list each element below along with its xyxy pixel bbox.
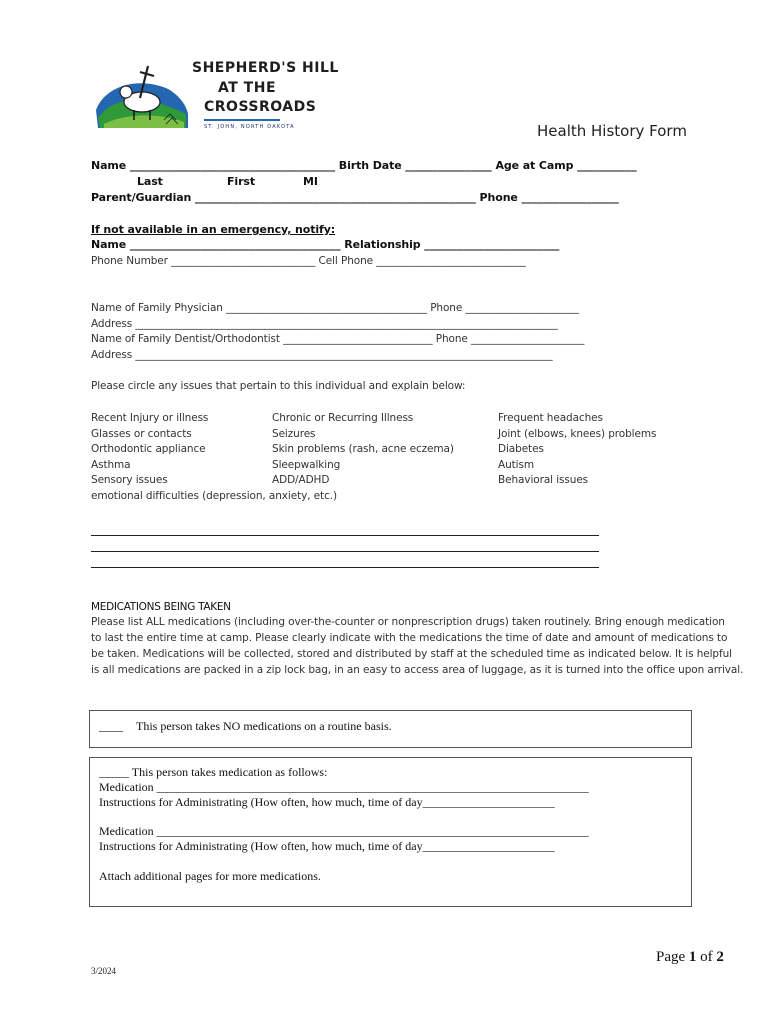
medications-list-box	[89, 757, 692, 907]
issue-item[interactable]: ADD/ADHD	[272, 474, 330, 487]
page-total: 2	[716, 949, 724, 965]
no-medications-text: This person takes NO medications on a routine basis.	[136, 719, 392, 733]
no-medications-box	[89, 710, 692, 748]
issue-item[interactable]: Sleepwalking	[272, 458, 341, 471]
issue-item[interactable]: Frequent headaches	[498, 412, 603, 424]
paragraph-line: Please list ALL medications (including over-the-counter or nonprescription drugs) taken routinely. Bring enough medication	[91, 616, 725, 628]
instructions-field-2[interactable]: Instructions for Administrating (How often, how much, time of day______________________	[99, 839, 555, 853]
medications-paragraph	[91, 616, 743, 680]
name-sublabel-last: Last	[137, 175, 163, 188]
page-label: Page	[656, 949, 686, 965]
issues-instruction: Please circle any issues that pertain to this individual and explain below:	[91, 380, 466, 392]
issue-item[interactable]: Sensory issues	[91, 474, 168, 487]
paragraph-line: is all medications are packed in a zip lock bag, in an easy to access area of luggage, as it is turned into the office upon arrival.	[91, 664, 744, 676]
issue-item[interactable]: Asthma	[91, 458, 131, 471]
medications-heading: MEDICATIONS BEING TAKEN	[91, 601, 231, 613]
parent-guardian-phone-line[interactable]: Parent/Guardian ____________________________________________________ Phone __________________	[91, 191, 619, 204]
explanation-line[interactable]	[91, 551, 599, 552]
emergency-name-relationship-line[interactable]: Name _______________________________________ Relationship _________________________	[91, 238, 560, 251]
form-title: Health History Form	[537, 122, 687, 140]
revision-date: 3/2024	[91, 966, 117, 976]
logo-line-3: CROSSROADS	[204, 99, 317, 115]
emergency-heading: If not available in an emergency, notify:	[91, 223, 336, 236]
page-number	[656, 949, 724, 966]
issues-column-2	[272, 412, 454, 490]
issue-item[interactable]: emotional difficulties (depression, anxiety, etc.)	[91, 489, 337, 502]
logo-underline	[204, 119, 280, 121]
dentist-phone-line[interactable]: Name of Family Dentist/Orthodontist _____________________________ Phone ______________________	[91, 333, 585, 345]
issue-item[interactable]: Glasses or contacts	[91, 427, 192, 440]
medication-field-2[interactable]: Medication ________________________________________________________________________	[99, 824, 589, 838]
dentist-address-line[interactable]: Address _________________________________________________________________________________	[91, 349, 553, 361]
issues-column-3	[498, 412, 656, 490]
issue-item[interactable]: Autism	[498, 458, 534, 471]
explanation-line[interactable]	[91, 535, 599, 536]
logo-tagline: ST. JOHN, NORTH DAKOTA	[204, 124, 295, 130]
medication-field-1[interactable]: Medication ________________________________________________________________________	[99, 780, 589, 794]
issue-item[interactable]: Chronic or Recurring Illness	[272, 412, 414, 424]
paragraph-line: to last the entire time at camp. Please clearly indicate with the medications the time of date and amount of medications to	[91, 632, 728, 644]
emergency-phone-line[interactable]: Phone Number ____________________________ Cell Phone _____________________________	[91, 255, 526, 267]
no-medications-checkbox-blank[interactable]: ____	[99, 719, 123, 733]
lamb-cross-emblem-icon	[94, 58, 194, 130]
page-of-label: of	[700, 949, 713, 965]
issue-item[interactable]: Recent Injury or illness	[91, 412, 209, 424]
issue-item[interactable]: Joint (elbows, knees) problems	[498, 427, 657, 440]
issue-item[interactable]: Diabetes	[498, 443, 544, 456]
page-current: 1	[688, 949, 697, 965]
explanation-line[interactable]	[91, 567, 599, 568]
instructions-field-1[interactable]: Instructions for Administrating (How often, how much, time of day______________________	[99, 795, 555, 809]
takes-medications-lead[interactable]: _____ This person takes medication as follows:	[99, 765, 328, 779]
camp-logo	[94, 58, 339, 133]
paragraph-line: be taken. Medications will be collected, stored and distributed by staff at the scheduled time as indicated below. It is helpful	[91, 648, 732, 660]
physician-phone-line[interactable]: Name of Family Physician _______________________________________ Phone ______________________	[91, 302, 579, 314]
issue-item[interactable]: Behavioral issues	[498, 474, 589, 487]
name-sublabel-first: First	[227, 175, 256, 188]
attach-pages-note: Attach additional pages for more medications.	[99, 869, 321, 883]
physician-address-line[interactable]: Address __________________________________________________________________________________	[91, 318, 558, 330]
name-sublabel-mi: MI	[303, 175, 318, 188]
logo-line-2: AT THE	[218, 80, 277, 96]
issue-item[interactable]: Skin problems (rash, acne eczema)	[272, 443, 454, 456]
name-birthdate-age-line[interactable]: Name ______________________________________ Birth Date ________________ Age at Camp ___________	[91, 159, 637, 172]
logo-line-1: SHEPHERD'S HILL	[192, 60, 339, 76]
issue-item[interactable]: Seizures	[272, 427, 316, 440]
issue-item[interactable]: Orthodontic appliance	[91, 443, 206, 456]
